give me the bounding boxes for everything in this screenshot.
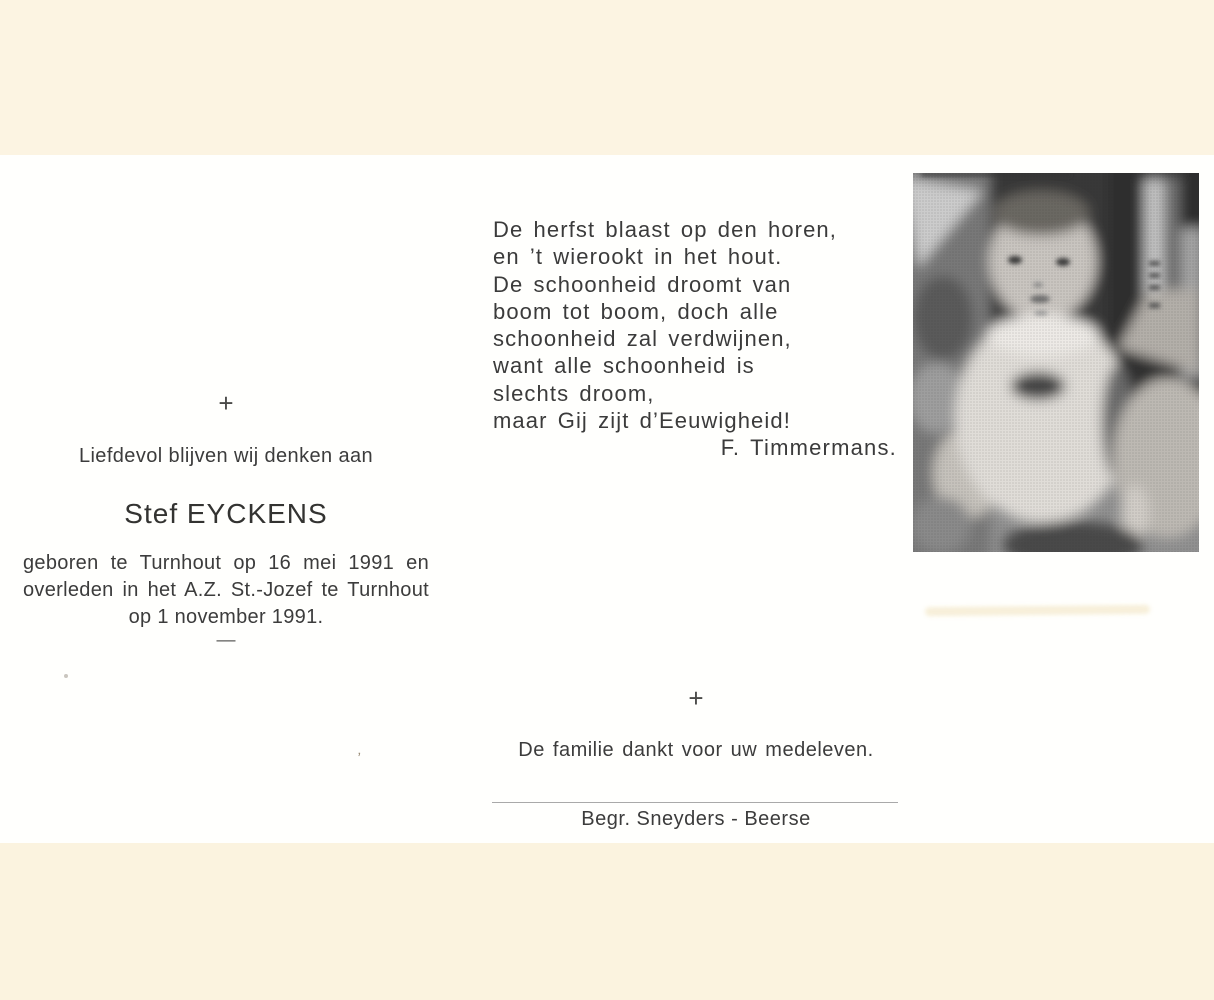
intro-line: Liefdevol blijven wij denken aan [78, 445, 374, 467]
poem-attribution: F. Timmermans. [720, 435, 897, 461]
poem-line: maar Gij zijt d’Eeuwigheid! [493, 408, 791, 434]
funeral-home-line: Begr. Sneyders - Beerse [581, 808, 811, 830]
end-dash: — [216, 630, 236, 651]
poem-line: en ’t wierookt in het hout. [493, 244, 783, 270]
poem-line: want alle schoonheid is [493, 353, 755, 379]
life-dates [23, 550, 429, 631]
life-dates-line: op 1 november 1991. [128, 606, 324, 628]
poem-line: schoonheid zal verdwijnen, [493, 326, 792, 352]
baby-photo-illustration [913, 173, 1199, 552]
life-dates-line: overleden in het A.Z. St.-Jozef te Turnhout [23, 579, 429, 601]
footer-cross: + [688, 683, 704, 713]
memorial-photo [913, 173, 1199, 552]
scan-smear-artifact [925, 605, 1150, 616]
deceased-name: Stef EYCKENS [124, 498, 328, 529]
paper-background-bottom [0, 843, 1214, 1000]
memorial-cross: + [218, 388, 234, 418]
paper-background-top [0, 0, 1214, 155]
divider-rule [492, 802, 898, 803]
thanks-line: De familie dankt voor uw medeleven. [518, 739, 874, 761]
life-dates-line: geboren te Turnhout op 16 mei 1991 en [23, 552, 429, 574]
scan-speck-artifact [64, 674, 68, 678]
poem-line: slechts droom, [493, 380, 655, 406]
poem-line: De schoonheid droomt van [493, 271, 792, 297]
poem-line: boom tot boom, doch alle [493, 298, 779, 324]
memorial-card [0, 155, 1214, 843]
poem [493, 216, 899, 462]
poem-line: De herfst blaast op den horen, [493, 217, 837, 242]
scan-mark-artifact: ’ [355, 749, 362, 768]
